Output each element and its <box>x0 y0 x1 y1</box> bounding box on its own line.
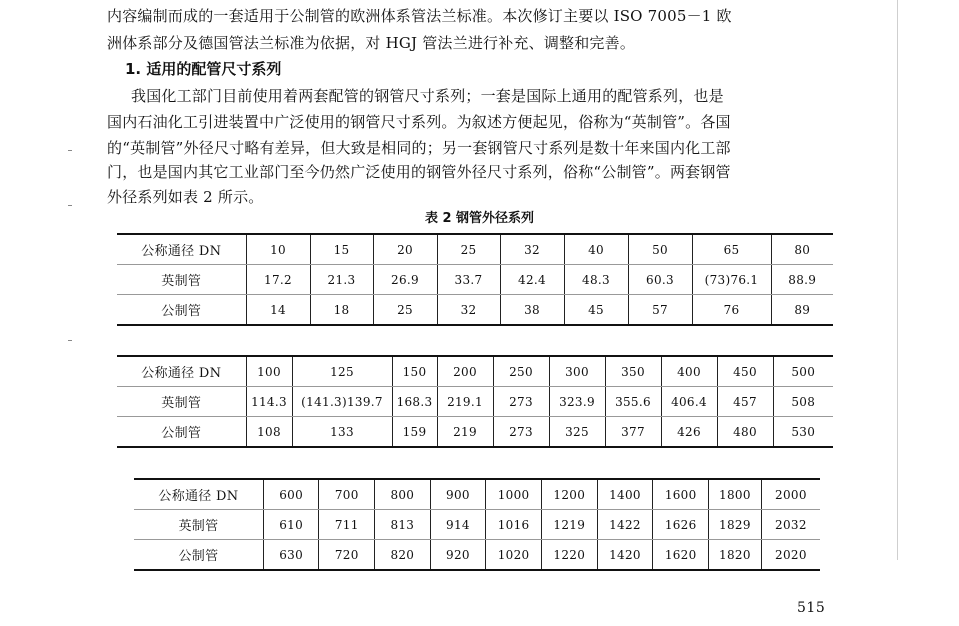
table-cell: 108 <box>246 417 292 448</box>
table-cell: 50 <box>628 234 692 265</box>
paragraph-line: 的“英制管”外径尺寸略有差异，但大致是相同的；另一套钢管尺寸系列是数十年来国内化工部 <box>107 139 731 157</box>
table-cell: 250 <box>493 356 549 387</box>
table-cell: 25 <box>373 295 437 326</box>
margin-mark <box>68 340 72 341</box>
table-cell: 1200 <box>541 479 597 510</box>
table-cell: 1626 <box>653 510 709 540</box>
table-cell: 820 <box>375 540 431 571</box>
table-cell: 150 <box>392 356 437 387</box>
table-cell: 1400 <box>597 479 653 510</box>
table-row <box>134 479 820 510</box>
table-cell: 18 <box>310 295 373 326</box>
table-cell: 1000 <box>486 479 542 510</box>
table-cell: 813 <box>375 510 431 540</box>
table-cell: 45 <box>564 295 628 326</box>
table-cell: 1016 <box>486 510 542 540</box>
table-cell: 530 <box>773 417 833 448</box>
row-label: 公称通径 DN <box>117 234 246 265</box>
table-cell: 89 <box>771 295 833 326</box>
row-label: 英制管 <box>134 510 263 540</box>
table-cell: 60.3 <box>628 265 692 295</box>
pipe-size-table-1 <box>117 233 833 326</box>
row-label: 英制管 <box>117 387 246 417</box>
table-cell: 32 <box>437 295 500 326</box>
row-label: 公称通径 DN <box>134 479 263 510</box>
table-cell: 42.4 <box>500 265 564 295</box>
table-cell: 377 <box>605 417 661 448</box>
table-row <box>117 265 833 295</box>
table-cell: 630 <box>263 540 319 571</box>
table-cell: 400 <box>661 356 717 387</box>
page-number: 515 <box>797 600 826 616</box>
table-cell: 300 <box>549 356 605 387</box>
table-cell: 900 <box>430 479 486 510</box>
table-cell: 800 <box>375 479 431 510</box>
table-cell: 1422 <box>597 510 653 540</box>
table-cell: 25 <box>437 234 500 265</box>
table-cell: 1800 <box>709 479 762 510</box>
table-cell: 125 <box>292 356 392 387</box>
table-cell: 323.9 <box>549 387 605 417</box>
pipe-size-table-2 <box>117 355 833 448</box>
table-cell: 273 <box>493 387 549 417</box>
table-cell: 38 <box>500 295 564 326</box>
table-row <box>117 387 833 417</box>
table-cell: 273 <box>493 417 549 448</box>
table-cell: 200 <box>437 356 493 387</box>
table-cell: 219 <box>437 417 493 448</box>
pipe-size-table-3 <box>134 478 820 571</box>
table-cell: 2032 <box>761 510 820 540</box>
table-row <box>117 356 833 387</box>
paragraph-line: 国内石油化工引进装置中广泛使用的钢管尺寸系列。为叙述方便起见，俗称为“英制管”。各国 <box>107 113 731 131</box>
table-cell: 700 <box>319 479 375 510</box>
row-label: 公制管 <box>117 295 246 326</box>
table-row <box>117 417 833 448</box>
table-cell: 480 <box>717 417 773 448</box>
table-cell: 426 <box>661 417 717 448</box>
table-cell: 406.4 <box>661 387 717 417</box>
table-cell: 32 <box>500 234 564 265</box>
table-cell: 76 <box>692 295 771 326</box>
row-label: 公称通径 DN <box>117 356 246 387</box>
table-cell: 100 <box>246 356 292 387</box>
table-cell: 219.1 <box>437 387 493 417</box>
table-cell: 2000 <box>761 479 820 510</box>
table-cell: 40 <box>564 234 628 265</box>
table-cell: 1219 <box>541 510 597 540</box>
paragraph-line: 内容编制而成的一套适用于公制管的欧洲体系管法兰标准。本次修订主要以 ISO 7005－1 欧 <box>107 7 732 25</box>
table-cell: 914 <box>430 510 486 540</box>
table-cell: 1820 <box>709 540 762 571</box>
table-cell: 17.2 <box>246 265 310 295</box>
margin-mark <box>68 150 72 151</box>
table-cell: 1600 <box>653 479 709 510</box>
table-row <box>134 540 820 571</box>
table-cell: 325 <box>549 417 605 448</box>
paragraph-line: 外径系列如表 2 所示。 <box>107 188 264 206</box>
table-cell: 355.6 <box>605 387 661 417</box>
row-label: 英制管 <box>117 265 246 295</box>
table-cell: 1420 <box>597 540 653 571</box>
table-cell: 10 <box>246 234 310 265</box>
table-cell: 500 <box>773 356 833 387</box>
table-cell: 600 <box>263 479 319 510</box>
table-cell: 1020 <box>486 540 542 571</box>
table-cell: 15 <box>310 234 373 265</box>
table-cell: 20 <box>373 234 437 265</box>
table-cell: 21.3 <box>310 265 373 295</box>
table-cell: (141.3)139.7 <box>292 387 392 417</box>
table-cell: 450 <box>717 356 773 387</box>
table-cell: 159 <box>392 417 437 448</box>
table-cell: 711 <box>319 510 375 540</box>
table-cell: 350 <box>605 356 661 387</box>
table-cell: 457 <box>717 387 773 417</box>
table-cell: 1220 <box>541 540 597 571</box>
row-label: 公制管 <box>134 540 263 571</box>
table-row <box>117 295 833 326</box>
scan-edge-line <box>897 0 898 560</box>
table-cell: 720 <box>319 540 375 571</box>
table-cell: 610 <box>263 510 319 540</box>
paragraph-line: 我国化工部门目前使用着两套配管的钢管尺寸系列；一套是国际上通用的配管系列，也是 <box>131 87 724 105</box>
table-cell: 26.9 <box>373 265 437 295</box>
table-cell: 168.3 <box>392 387 437 417</box>
row-label: 公制管 <box>117 417 246 448</box>
table-cell: 65 <box>692 234 771 265</box>
table-row <box>117 234 833 265</box>
table-cell: 14 <box>246 295 310 326</box>
table-cell: 57 <box>628 295 692 326</box>
table-cell: 133 <box>292 417 392 448</box>
table-cell: 508 <box>773 387 833 417</box>
table-row <box>134 510 820 540</box>
table-cell: 88.9 <box>771 265 833 295</box>
table-cell: (73)76.1 <box>692 265 771 295</box>
table-cell: 2020 <box>761 540 820 571</box>
paragraph-line: 洲体系部分及德国管法兰标准为依据，对 HGJ 管法兰进行补充、调整和完善。 <box>107 34 636 52</box>
margin-mark <box>68 205 72 206</box>
table-cell: 48.3 <box>564 265 628 295</box>
table-cell: 33.7 <box>437 265 500 295</box>
table-cell: 1620 <box>653 540 709 571</box>
paragraph-line: 门，也是国内其它工业部门至今仍然广泛使用的钢管外径尺寸系列，俗称“公制管”。两套钢管 <box>107 163 731 181</box>
table-cell: 1829 <box>709 510 762 540</box>
table-cell: 114.3 <box>246 387 292 417</box>
table-cell: 920 <box>430 540 486 571</box>
table-cell: 80 <box>771 234 833 265</box>
section-heading: 1. 适用的配管尺寸系列 <box>125 60 282 78</box>
table-caption: 表 2 钢管外径系列 <box>424 211 535 226</box>
